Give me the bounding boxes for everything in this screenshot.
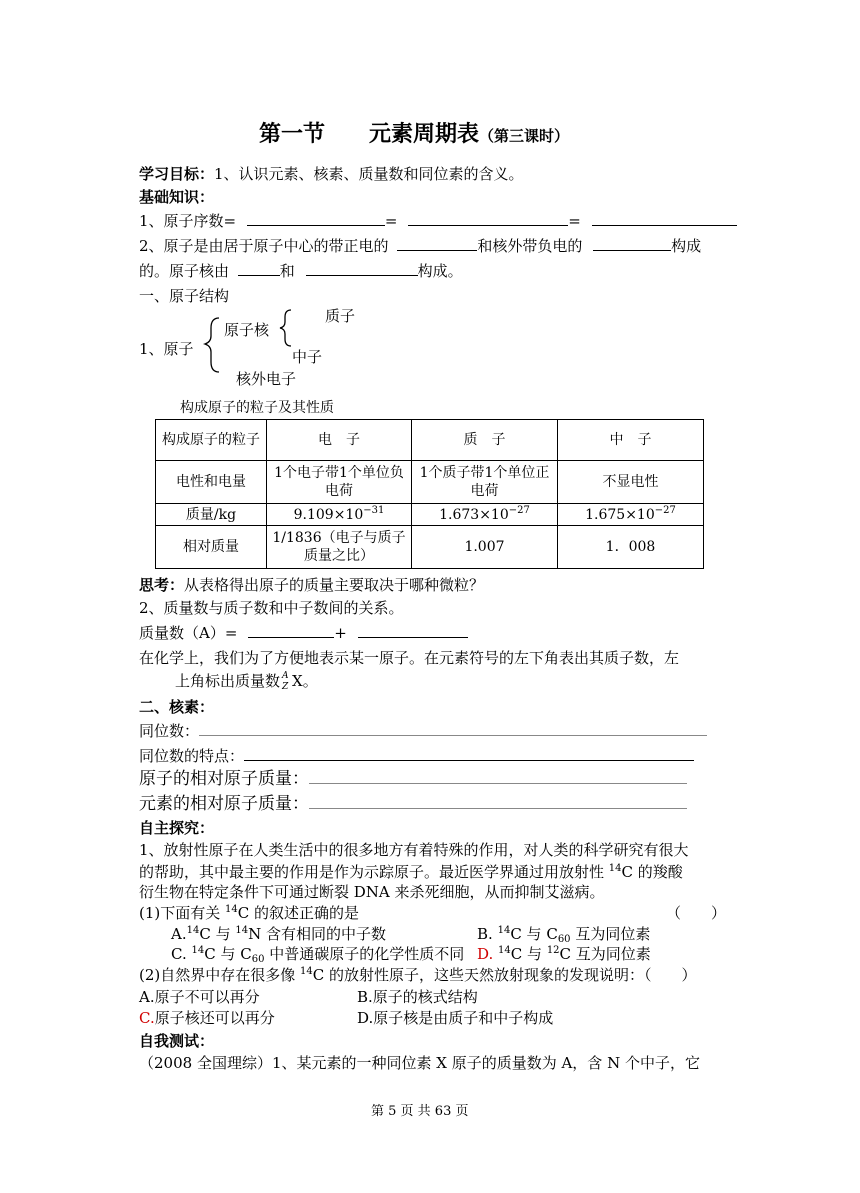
explore-para-1: 1、放射性原子在人类生活中的很多地方有着特殊的作用，对人类的科学研究有很大 (139, 841, 689, 859)
sub-60: 60 (557, 934, 571, 945)
question-1 (139, 903, 359, 923)
option-c-label: C. (171, 945, 187, 963)
explore-para-3: 衍生物在特定条件下可通过断裂 DNA 来杀死细胞，从而抑制艾滋病。 (139, 883, 605, 901)
particle-table (155, 419, 704, 569)
option-c-text-2: 中普通碳原子的化学性质不同 (264, 945, 465, 963)
q2-text-a: 2、原子是由居于原子中心的带正电的 (139, 237, 389, 255)
q2-text-b: 和核外带负电的 (477, 237, 583, 255)
q1-eq-1: = (384, 212, 398, 230)
q1-prefix: 1、原子序数= (139, 212, 237, 230)
title-sub: （第三课时） (479, 127, 570, 145)
option-d-text-2: C 互为同位素 (559, 945, 651, 963)
option-b-text-2: 互为同位素 (570, 925, 651, 943)
q1-tail: C 的叙述正确的是 (237, 904, 360, 922)
mass-value: 1.673×10 (439, 506, 509, 523)
q1-text: (1)下面有关 (139, 904, 221, 922)
para2-tail: C 的羧酸 (621, 863, 683, 881)
iso-symbol: X。 (292, 672, 318, 690)
q1-eq-2: = (568, 212, 581, 230)
isotope-blank[interactable] (199, 721, 707, 736)
selftest-heading: 自我测试： (139, 1032, 215, 1050)
neutron-label: 中子 (292, 348, 323, 366)
table-cell: 1个电子带1个单位负电荷 (267, 461, 412, 504)
sup-14: 14 (498, 945, 511, 956)
q2-tail: C 的放射性原子，这些天然放射现象的发现说明：（ ） (312, 966, 697, 984)
notation-para-1: 在化学上，我们为了方便地表示某一原子。在元素符号的左下角表出其质子数，左 (139, 649, 680, 667)
atomic-mass-label: 原子的相对原子质量： (139, 769, 309, 789)
learning-objective (139, 164, 524, 184)
isotope-line (139, 721, 707, 741)
sup-14: 14 (608, 863, 622, 874)
sup-14: 14 (191, 945, 205, 956)
table-cell: 1.007 (412, 526, 558, 569)
option-a-label: A. (171, 925, 187, 943)
notation-text: 上角标出质量数 (175, 672, 281, 690)
q2-text-f: 构成。 (417, 262, 463, 280)
page-footer: 第 5 页 共 63 页 (371, 1104, 469, 1119)
selftest-text: （2008 全国理综）1、某元素的一种同位素 X 原子的质量数为 A，含 N 个中子，它 (139, 1054, 700, 1072)
brace-icon (203, 306, 303, 386)
q2-option-b[interactable]: B.原子的核式结构 (357, 988, 478, 1006)
header-cell: 质 子 (412, 420, 558, 461)
q2-option-a[interactable]: A.原子不可以再分 (139, 988, 260, 1006)
think-label: 思考： (139, 576, 185, 594)
option-d-text: C 与 (510, 945, 543, 963)
q1-answer-paren[interactable]: （ ） (666, 904, 727, 922)
table-cell (267, 504, 412, 526)
isotope-label: 同位数： (139, 722, 200, 740)
atom-label: 1、原子 (139, 340, 194, 358)
basic-q2-line2 (139, 261, 463, 281)
formula-blank-1[interactable] (248, 623, 334, 638)
q2-blank-2[interactable] (593, 236, 671, 251)
table-cell: 电性和电量 (156, 461, 267, 504)
formula-plus: + (334, 624, 347, 642)
table-row (156, 526, 704, 569)
header-cell: 构成原子的粒子 (156, 420, 267, 461)
q1-blank-2[interactable] (408, 211, 568, 226)
table-cell: 1/1836（电子与质子质量之比） (267, 526, 412, 569)
q1-blank-3[interactable] (592, 211, 737, 226)
q2-text-e: 和 (279, 262, 295, 280)
header-cell: 电 子 (267, 420, 412, 461)
option-d-label: D. (477, 945, 494, 963)
table-caption: 构成原子的粒子及其性质 (180, 400, 334, 416)
proton-label: 质子 (325, 307, 356, 325)
sup-12: 12 (546, 945, 560, 956)
sup-14: 14 (225, 904, 238, 915)
para2-text: 的帮助，其中最主要的作用是作为示踪原子。最近医学界通过用放射性 (139, 863, 605, 881)
isotope-feature-line (139, 746, 694, 766)
q2-blank-1[interactable] (397, 236, 477, 251)
option-a-text: C 与 (199, 925, 231, 943)
option-b-label: B. (477, 925, 493, 943)
mass-value: 9.109×10 (293, 506, 364, 523)
structure-heading: 一、原子结构 (139, 287, 230, 305)
title-main: 第一节 元素周期表 (259, 122, 480, 147)
option-b-text: C 与 C (510, 925, 558, 943)
option-c[interactable] (171, 944, 464, 964)
table-cell (558, 504, 704, 526)
explore-para-2 (139, 862, 683, 882)
table-cell: 1．008 (558, 526, 704, 569)
table-row (156, 504, 704, 526)
option-d[interactable] (477, 944, 651, 964)
page-title (259, 121, 569, 150)
sub-60: 60 (251, 954, 265, 965)
q2-text-d: 的。原子核由 (139, 262, 230, 280)
q2-option-c-text: 原子核还可以再分 (154, 1009, 275, 1027)
option-a[interactable] (171, 924, 386, 944)
element-mass-label: 元素的相对原子质量： (139, 794, 309, 814)
basic-heading: 基础知识： (139, 188, 215, 206)
q2-option-d[interactable]: D.原子核是由质子和中子构成 (357, 1009, 554, 1027)
q2-blank-3[interactable] (238, 261, 280, 276)
table-cell: 相对质量 (156, 526, 267, 569)
element-mass-blank[interactable] (309, 792, 687, 809)
q2-text: (2)自然界中存在很多像 (139, 966, 296, 984)
objective-text: 1、认识元素、核素、质量数和同位素的含义。 (214, 165, 524, 183)
formula-blank-2[interactable] (358, 623, 468, 638)
isotope-feature-blank[interactable] (244, 746, 694, 761)
think-text: 从表格得出原子的质量主要取决于哪种微粒？ (184, 576, 485, 594)
sup-14: 14 (186, 925, 200, 936)
q2-blank-4[interactable] (306, 261, 418, 276)
isotope-feature-label: 同位数的特点： (139, 747, 245, 765)
table-cell: 质量/kg (156, 504, 267, 526)
header-cell: 中 子 (558, 420, 704, 461)
mass-formula (139, 623, 468, 643)
formula-prefix: 质量数（A）= (139, 624, 238, 642)
basic-q1 (139, 211, 737, 231)
mass-exponent: −31 (363, 504, 385, 516)
mass-value: 1.675×10 (585, 506, 655, 523)
mass-exponent: −27 (654, 504, 676, 516)
notation-para-2 (175, 671, 318, 692)
question-2 (139, 965, 697, 985)
iso-mass-number: A (282, 671, 289, 681)
iso-proton-number: Z (282, 682, 289, 692)
nucleus-label: 原子核 (224, 321, 270, 339)
electron-label: 核外电子 (236, 370, 297, 388)
objective-label: 学习目标： (139, 165, 215, 183)
sup-14: 14 (300, 966, 313, 977)
table-row (156, 461, 704, 504)
table-cell (412, 504, 558, 526)
table-cell: 不显电性 (558, 461, 704, 504)
q2-option-c-label: C. (139, 1009, 155, 1027)
element-mass-line (139, 792, 687, 816)
option-b[interactable] (477, 924, 650, 944)
atomic-mass-line (139, 767, 687, 791)
q2-option-c[interactable] (139, 1008, 275, 1028)
q2-text-c: 构成 (671, 237, 702, 255)
option-a-text-2: N 含有相同的中子数 (248, 925, 387, 943)
sup-14: 14 (497, 925, 511, 936)
basic-q2-line1 (139, 236, 701, 256)
q1-blank-1[interactable] (247, 211, 385, 226)
atomic-mass-blank[interactable] (309, 767, 687, 784)
think-line (139, 575, 484, 595)
mass-exponent: −27 (508, 504, 530, 516)
table-header-row (156, 420, 704, 461)
nuclide-heading: 二、核素： (139, 698, 215, 716)
sup-14: 14 (235, 925, 249, 936)
isotope-notation (280, 672, 292, 692)
option-c-text: C 与 C (204, 945, 252, 963)
mass-number-question: 2、质量数与质子数和中子数间的关系。 (139, 599, 404, 617)
table-cell: 1个质子带1个单位正电荷 (412, 461, 558, 504)
explore-heading: 自主探究： (139, 819, 215, 837)
